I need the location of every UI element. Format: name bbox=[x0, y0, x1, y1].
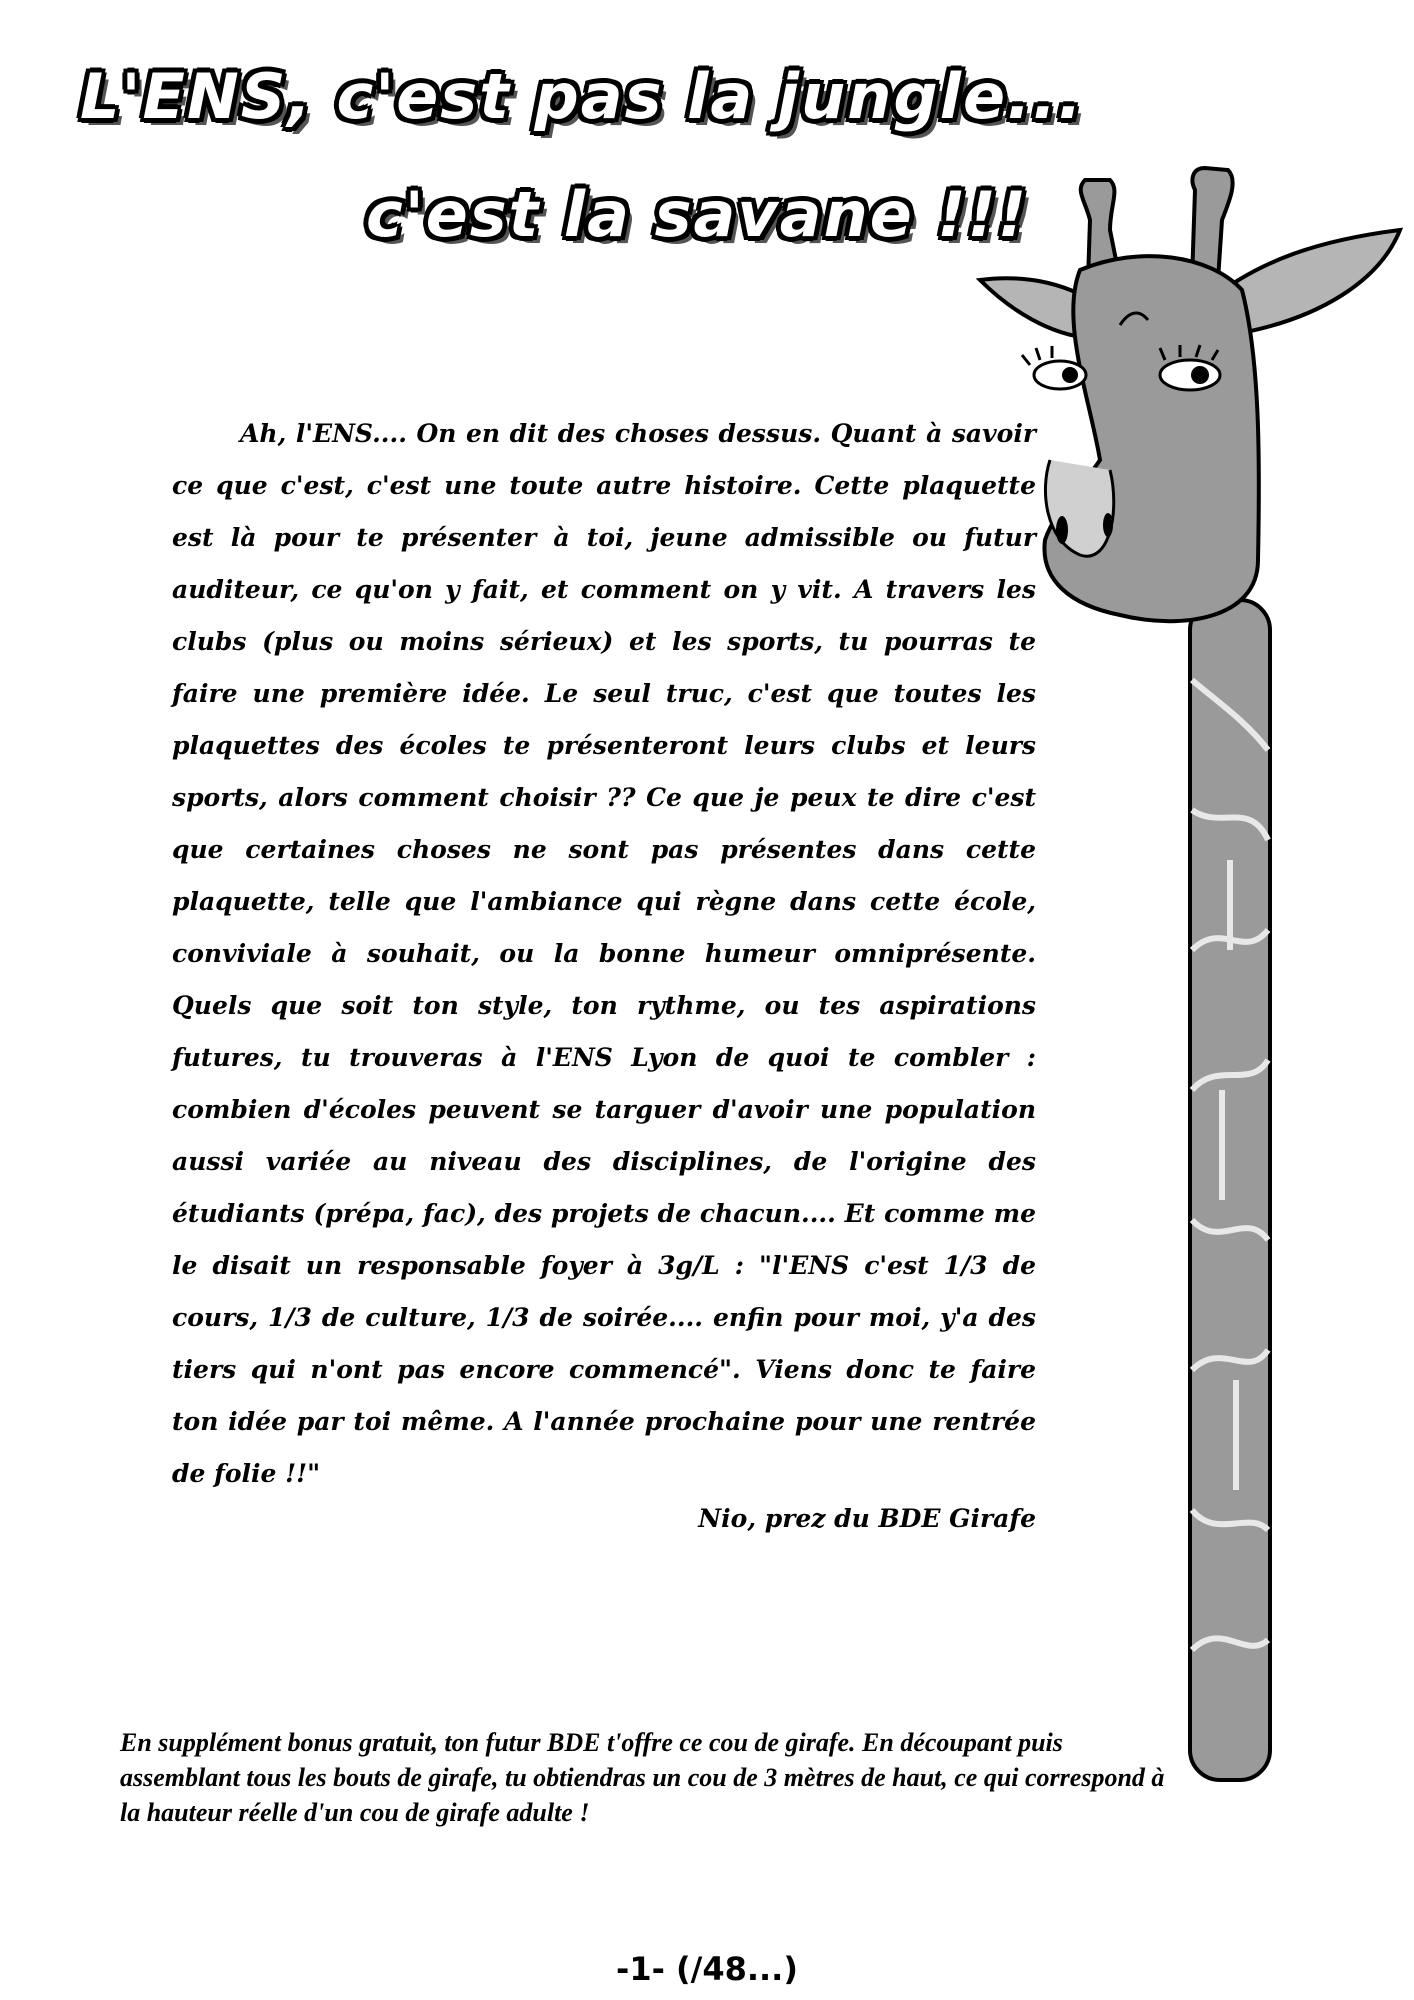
title-line-2: c'est la savane !!! bbox=[366, 178, 1029, 251]
page-number: -1- (/48...) bbox=[616, 1950, 798, 1988]
bonus-note: En supplément bonus gratuit, ton futur BDE t'offre ce cou de girafe. En découpant puis assemblant tous les bouts de girafe, tu obtiendras un cou de 3 mètres de haut, ce qui correspond à la hauteur réelle d'un cou de girafe adulte ! bbox=[120, 1728, 1165, 1827]
giraffe-illustration bbox=[960, 160, 1414, 1800]
title-line-1: L'ENS, c'est pas la jungle... bbox=[80, 60, 1084, 133]
signature: Nio, prez du BDE Girafe bbox=[698, 1504, 1036, 1533]
giraffe-neck bbox=[1190, 600, 1270, 1780]
giraffe-head bbox=[1044, 256, 1258, 621]
intro-paragraph: Ah, l'ENS.... On en dit des choses dessus. Quant à savoir ce que c'est, c'est une toute autre histoire. Cette plaquette est là pour te présenter à toi, jeune admissible ou futur auditeur, ce qu'on y fait, et comment on y vit. A travers les clubs (plus ou moins sérieux) et les sports, tu pourras te faire une première idée. Le seul truc, c'est que toutes les plaquettes des écoles te présenteront leurs clubs et leurs sports, alors comment choisir ?? Ce que je peux te dire c'est que certaines choses ne sont pas présentes dans cette plaquette, telle que l'ambiance qui règne dans cette école, conviviale à souhait, ou la bonne humeur omniprésente. Quels que soit ton style, ton rythme, ou tes aspirations futures, tu trouveras à l'ENS Lyon de quoi te combler : combien d'écoles peuvent se targuer d'avoir une population aussi variée au niveau des disciplines, de l'origine des étudiants (prépa, fac), des projets de chacun.... Et comme me le disait un responsable foyer à 3g/L : "l'ENS c'est 1/3 de cours, 1/3 de culture, 1/3 de soirée.... enfin pour moi, y'a des tiers qui n'ont pas encore commencé". Viens donc te faire ton idée par toi même. A l'année prochaine pour une rentrée de folie !!" bbox=[172, 419, 1036, 1488]
